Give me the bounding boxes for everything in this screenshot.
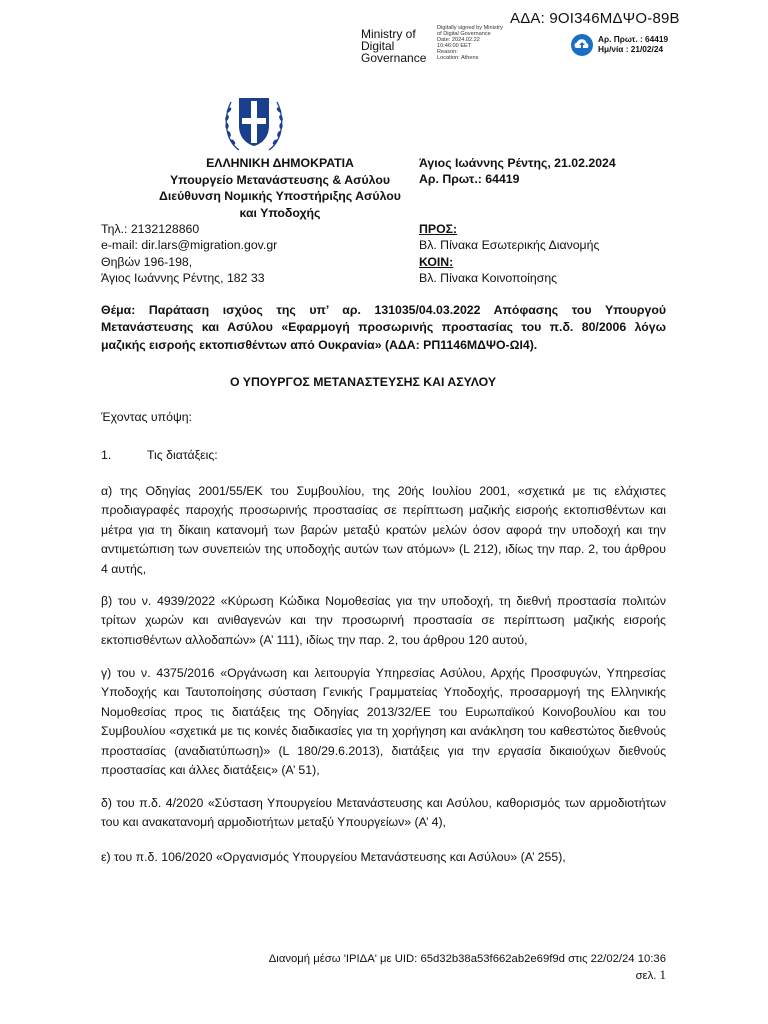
to-label: ΠΡΟΣ:: [419, 222, 458, 236]
issuer-block: [150, 155, 410, 221]
signature-line: of Digital Governance: [437, 30, 491, 37]
signature-line: 10:46:00 EET: [437, 42, 472, 49]
ministry-line-1: Ministry of: [361, 27, 416, 41]
signature-line: Reason:: [437, 48, 458, 55]
document-title: Ο ΥΠΟΥΡΓΟΣ ΜΕΤΑΝΑΣΤΕΥΣΗΣ ΚΑΙ ΑΣΥΛΟΥ: [230, 375, 497, 389]
section-label: Τις διατάξεις:: [147, 448, 218, 462]
greek-coat-of-arms-icon: [217, 88, 291, 158]
page-label: σελ.: [635, 970, 657, 982]
place-date: Άγιος Ιωάννης Ρέντης, 21.02.2024: [419, 156, 616, 170]
paragraph-b: β) του ν. 4939/2022 «Κύρωση Κώδικα Νομοθεσίας για την υποδοχή, τη διεθνή προστασία πολιτών τρίτων χωρών και ανιθαγενών και την προσωρινή προστασία σε περίπτωση μαζικής εισροής εκτοπισθέντων αλλοδαπών» (Α’ 111), ιδίως την παρ. 2, του άρθρου 120 αυτού,: [101, 594, 666, 647]
signature-line: Location: Athens: [437, 54, 479, 61]
protocol-number: Αρ. Πρωτ.: 64419: [419, 172, 520, 186]
paragraph-d: δ) του π.δ. 4/2020 «Σύσταση Υπουργείου Μετανάστευσης και Ασύλου, καθορισμός των αρμοδιοτήτων του και ανακατανομή αρμοδιοτήτων μεταξύ Υπουργείων» (Α’ 4),: [101, 796, 666, 830]
street-address: Θηβών 196-198,: [101, 255, 193, 269]
ministry-name: Υπουργείο Μετανάστευσης & Ασύλου: [169, 172, 391, 187]
paragraph-e: ε) του π.δ. 106/2020 «Οργανισμός Υπουργείου Μετανάστευσης και Ασύλου» (Α’ 255),: [101, 850, 566, 864]
distribution-note: Διανομή μέσω 'ΙΡΙΔΑ' με UID: 65d32b38a53f662ab2e69f9d στις 22/02/24 10:36: [268, 953, 666, 965]
cc-value: Βλ. Πίνακα Κοινοποίησης: [419, 271, 558, 285]
ministry-line-3: Governance: [361, 51, 427, 65]
city-address: Άγιος Ιωάννης Ρέντης, 182 33: [101, 271, 265, 285]
paragraph-c: γ) του ν. 4375/2016 «Οργάνωση και λειτουργία Υπηρεσίας Ασύλου, Αρχής Προσφυγών, Υπηρεσίας Υποδοχής και Ταυτοποίησης σύσταση Γενικής Γραμματείας Υποδοχής, προσαρμογή της Ελληνικής Νομοθεσίας προς τις διατάξεις της Οδηγίας 2013/32/ΕΕ του Ευρωπαϊκού Κοινοβουλίου και του Συμβουλίου «σχετικά με τις κοινές διαδικασίες για τη χορήγηση και ανάκληση του καθεστώτος διεθνούς προστασίας (αναδιατύπωση)» (L 180/29.6.2013), διατάξεις για την εργασία δικαιούχων διεθνούς προστασίας και άλλες διατάξεις» (Α’ 51),: [101, 666, 666, 778]
email[interactable]: e-mail: dir.lars@migration.gov.gr: [101, 238, 278, 252]
signature-line: Digitally signed by Ministry: [437, 25, 503, 31]
paragraph-a: α) της Οδηγίας 2001/55/ΕΚ του Συμβουλίου, της 20ής Ιουλίου 2001, «σχετικά με τις ελάχιστες προδιαγραφές παροχής προσωρινής προστασίας σε περίπτωση μαζικής εισροής εκτοπισθέντων και μέτρα για τη δίκαιη κατανομή των βαρών μεταξύ κρατών μελών όσον αφορά την υποδοχή και την αντιμετώπιση των συνεπειών της υποδοχής αυτών των ατόμων» (L 212), ιδίως την παρ. 2, του άρθρου 4 αυτής,: [101, 484, 666, 576]
section-number: 1.: [101, 448, 112, 462]
signature-line: Date: 2024.02.22: [437, 36, 480, 43]
digital-signature-details: [437, 26, 517, 61]
republic-name: ΕΛΛΗΝΙΚΗ ΔΗΜΟΚΡΑΤΙΑ: [206, 156, 354, 170]
stamp-protocol-info: [598, 34, 668, 54]
stamp-protocol-number: Αρ. Πρωτ. : 64419: [598, 34, 669, 44]
ministry-digital-governance-label: [361, 28, 426, 64]
ada-code: ΑΔΑ: 9ΟΙ346ΜΔΨΟ-89Β: [510, 10, 680, 27]
considering-heading: Έχοντας υπόψη:: [101, 410, 192, 424]
page-number: 1: [659, 967, 666, 982]
stamp-date: Ημ/νία : 21/02/24: [598, 44, 664, 54]
subject: Θέμα: Παράταση ισχύος της υπ’ αρ. 131035/04.03.2022 Απόφασης του Υπουργού Μετανάστευσης και Ασύλου «Εφαρμογή προσωρινής προστασίας του π.δ. 80/2006 λόγω μαζικής εισροής εκτοπισθέντων από Ουκρανία» (ΑΔΑ: ΡΠ1146ΜΔΨΟ-ΩΙ4).: [101, 303, 666, 352]
cc-label: ΚΟΙΝ:: [419, 255, 454, 269]
page-footer: [256, 951, 666, 984]
phone: Τηλ.: 2132128860: [101, 222, 200, 236]
page-indicator: [256, 967, 666, 984]
ministry-line-2: Digital: [361, 39, 395, 53]
cloud-upload-icon: [570, 33, 594, 57]
directorate-name: Διεύθυνση Νομικής Υποστήριξης Ασύλου και Υποδοχής: [159, 189, 401, 220]
to-value: Βλ. Πίνακα Εσωτερικής Διανομής: [419, 238, 600, 252]
